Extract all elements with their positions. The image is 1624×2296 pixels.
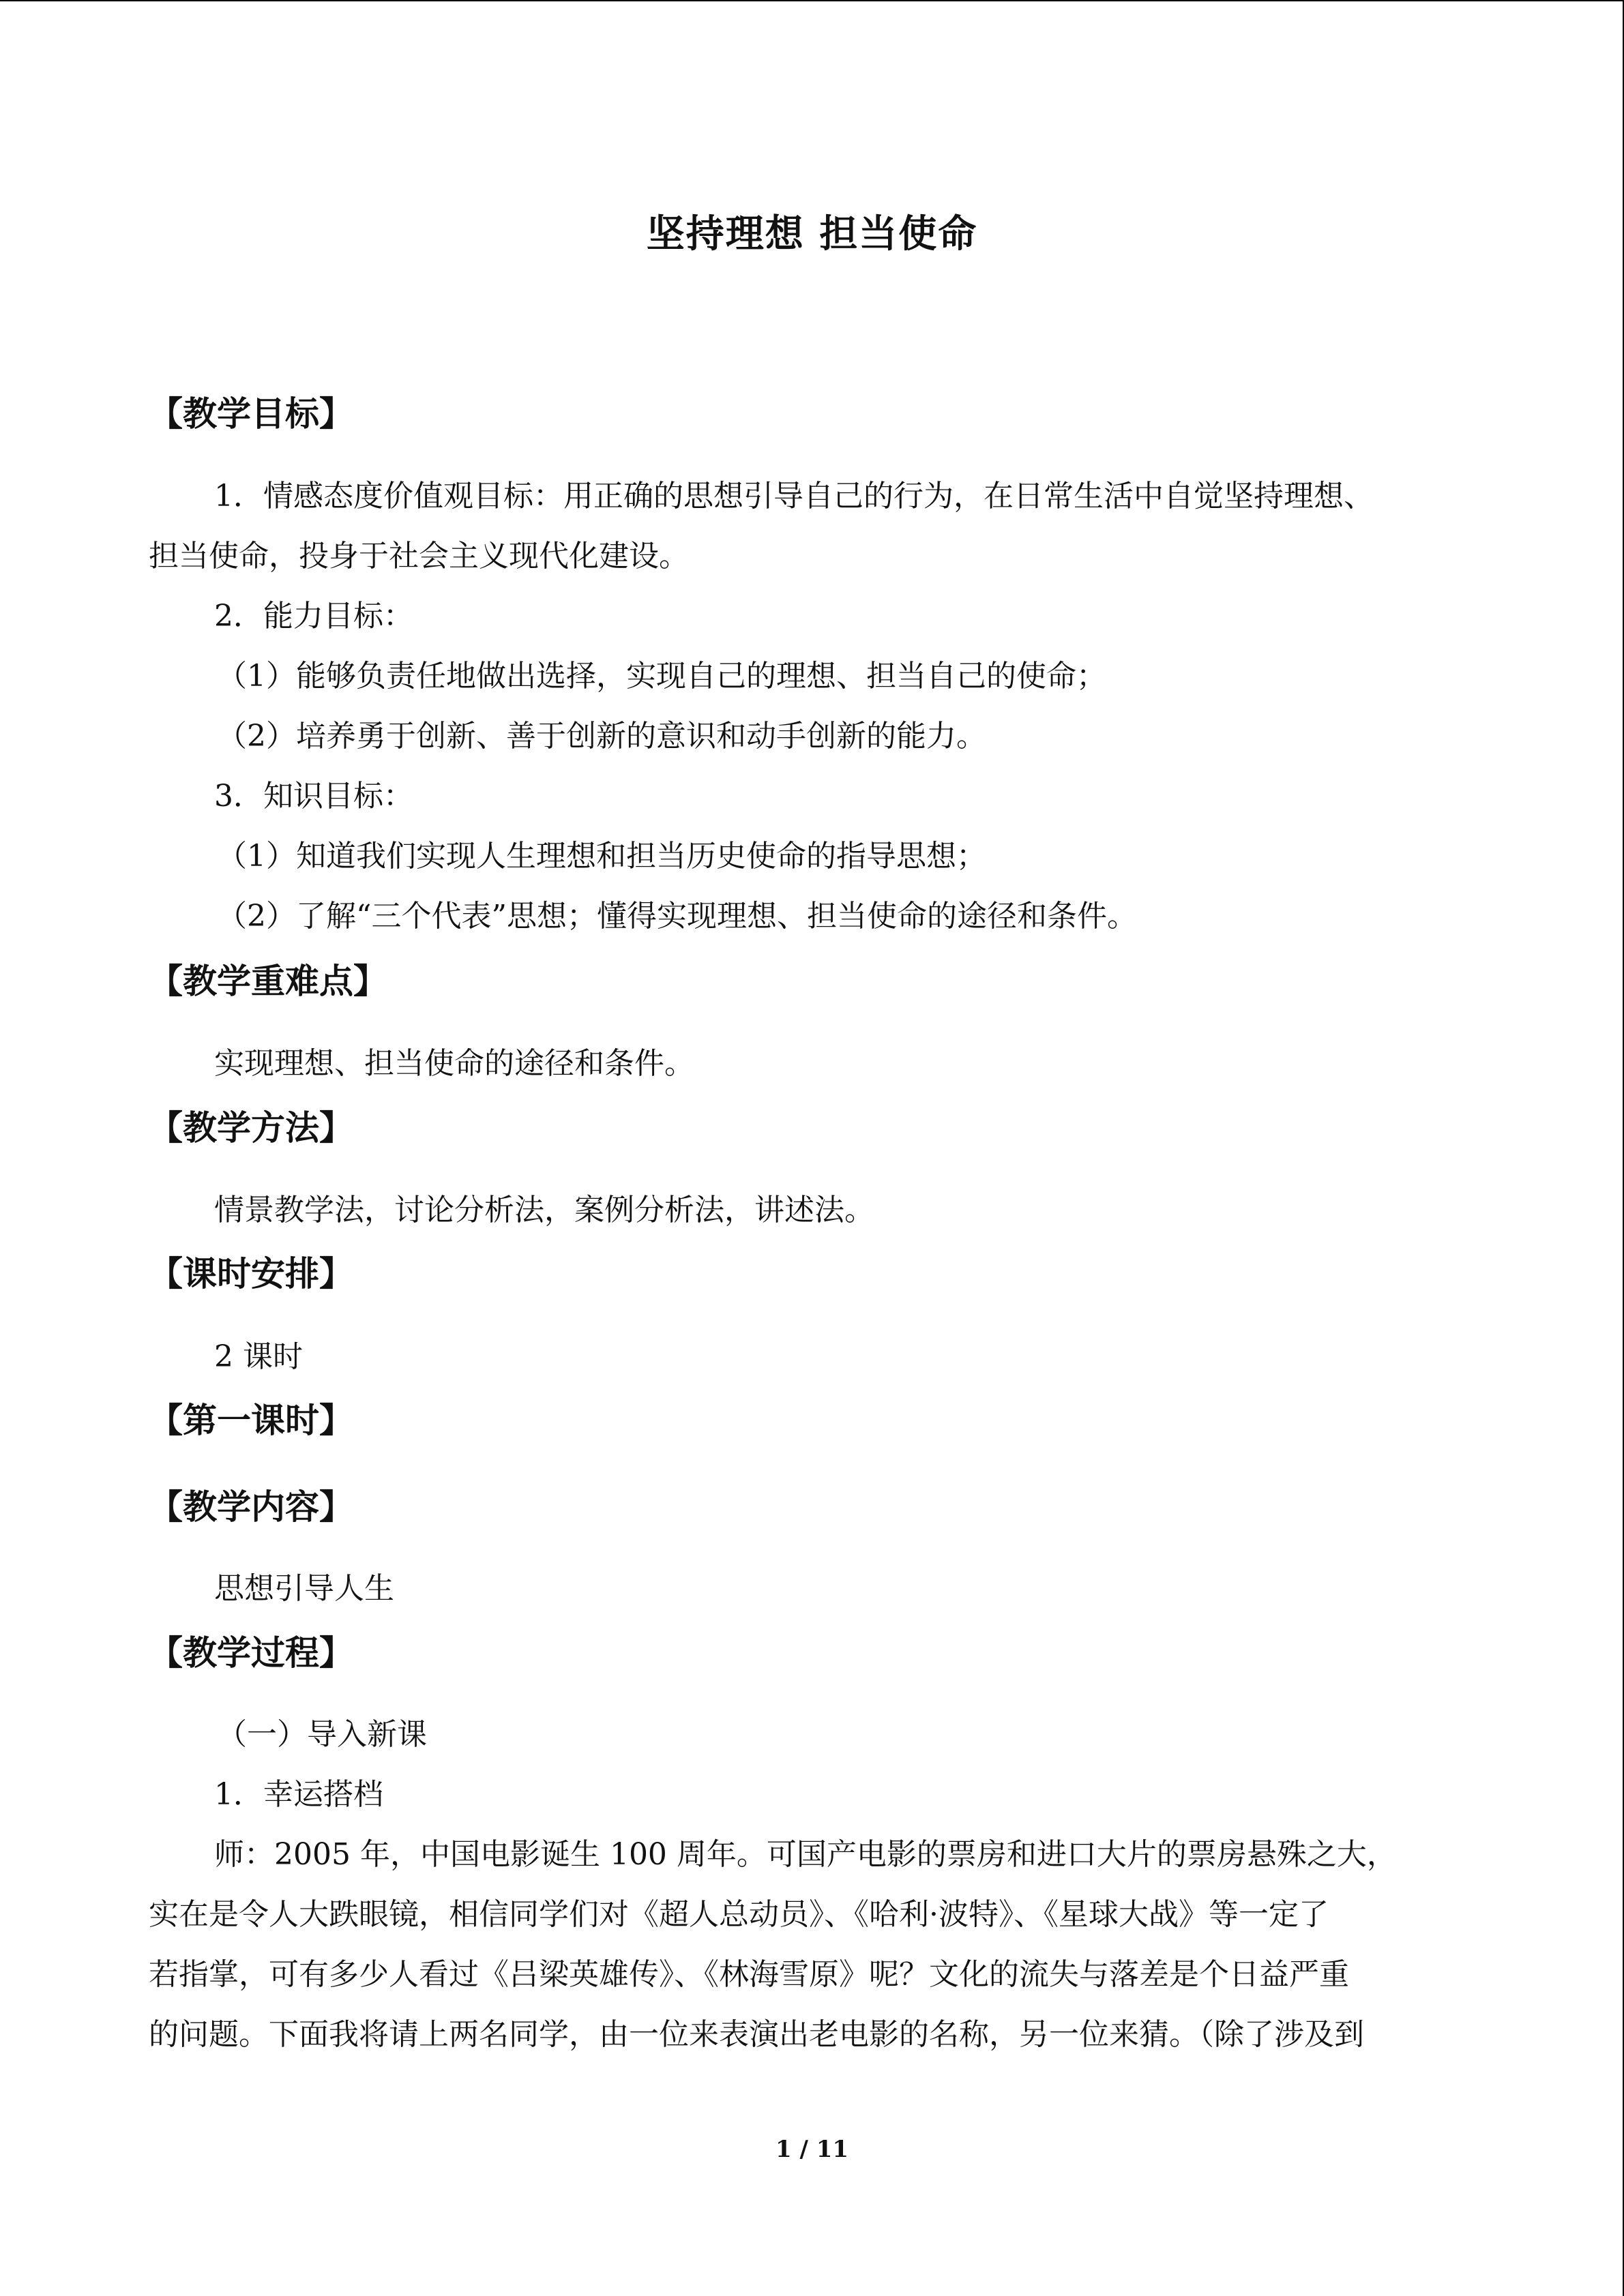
process-step-1: （一）导入新课 bbox=[217, 1717, 427, 1752]
process-paragraph-line-2: 实在是令人大跌眼镜，相信同学们对《超人总动员》、《哈利·波特》、《星球大战》等一定了 bbox=[149, 1897, 1329, 1932]
goal-item-1-line-2: 担当使命，投身于社会主义现代化建设。 bbox=[149, 539, 689, 573]
goal-item-2: 2．能力目标： bbox=[214, 599, 413, 633]
process-paragraph-line-4: 的问题。下面我将请上两名同学，由一位来表演出老电影的名称，另一位来猜。（除了涉及到 bbox=[149, 2017, 1364, 2052]
process-step-1-item-1: 1．幸运搭档 bbox=[214, 1777, 383, 1812]
goal-item-3-sub-2: （2）了解“三个代表”思想；懂得实现理想、担当使命的途径和条件。 bbox=[217, 899, 1137, 934]
teaching-methods-text: 情景教学法，讨论分析法，案例分析法，讲述法。 bbox=[214, 1193, 874, 1227]
teaching-content-text: 思想引导人生 bbox=[214, 1571, 394, 1606]
class-schedule-text: 2 课时 bbox=[214, 1339, 303, 1374]
goal-item-3-sub-1: （1）知道我们实现人生理想和担当历史使命的指导思想； bbox=[217, 839, 986, 874]
document-title: 坚持理想 担当使命 bbox=[646, 212, 978, 256]
process-paragraph-line-1: 师：2005 年，中国电影诞生 100 周年。可国产电影的票房和进口大片的票房悬殊之大， bbox=[214, 1837, 1397, 1872]
heading-key-points: 【教学重难点】 bbox=[149, 961, 387, 1001]
heading-teaching-process: 【教学过程】 bbox=[149, 1633, 353, 1673]
goal-item-2-sub-2: （2）培养勇于创新、善于创新的意识和动手创新的能力。 bbox=[217, 719, 986, 754]
goal-item-1-line-1: 1．情感态度价值观目标：用正确的思想引导自己的行为，在日常生活中自觉坚持理想、 bbox=[214, 479, 1374, 513]
key-points-text: 实现理想、担当使命的途径和条件。 bbox=[214, 1046, 694, 1081]
process-paragraph-line-3: 若指掌，可有多少人看过《吕梁英雄传》、《林海雪原》呢？文化的流失与落差是个日益严重 bbox=[149, 1957, 1349, 1992]
heading-teaching-goals: 【教学目标】 bbox=[149, 394, 353, 434]
heading-teaching-methods: 【教学方法】 bbox=[149, 1108, 353, 1148]
heading-class-schedule: 【课时安排】 bbox=[149, 1254, 353, 1294]
goal-item-3: 3．知识目标： bbox=[214, 779, 413, 814]
goal-item-2-sub-1: （1）能够负责任地做出选择，实现自己的理想、担当自己的使命； bbox=[217, 659, 1106, 694]
page-number: 1 / 11 bbox=[775, 2136, 849, 2163]
heading-first-lesson: 【第一课时】 bbox=[149, 1401, 353, 1440]
heading-teaching-content: 【教学内容】 bbox=[149, 1487, 353, 1527]
